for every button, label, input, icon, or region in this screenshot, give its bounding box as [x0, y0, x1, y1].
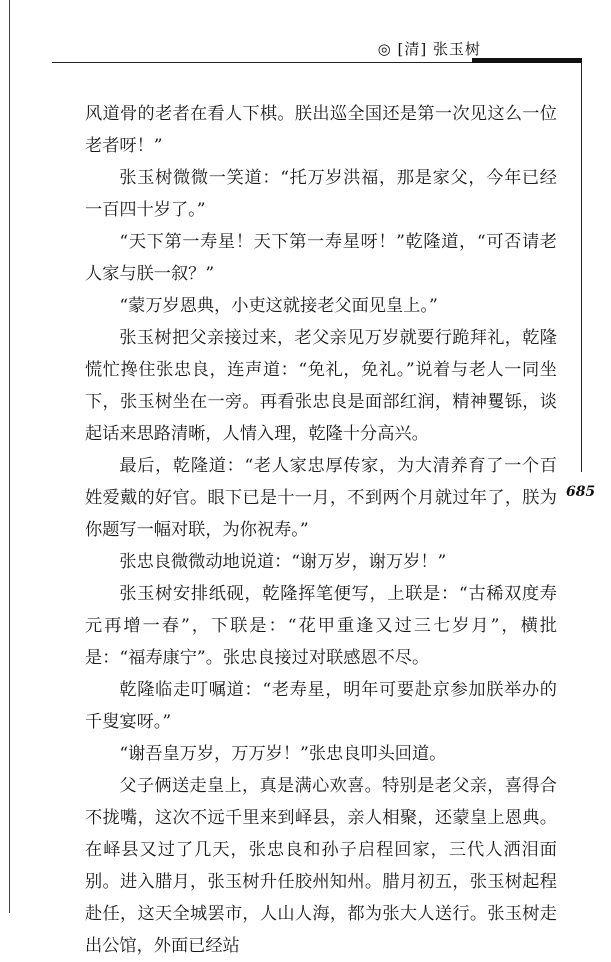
paragraph: 父子俩送走皇上，真是满心欢喜。特别是老父亲，喜得合不拢嘴，这次不远千里来到峄县，亲人相聚，还蒙皇上恩典。在峄县又过了几天，张忠良和孙子启程回家，三代人洒泪面别。进入腊月，张玉树升任胶州知州。腊月初五，张玉树起程赴任，这天全城罢市，人山人海，都为张大人送行。张玉树走出公馆，外面已经站 [85, 776, 557, 956]
side-rule [581, 62, 582, 472]
paragraph: 最后，乾隆道：“老人家忠厚传家，为大清养育了一个百姓爱戴的好官。眼下已是十一月，不到两个月就过年了，朕为你题写一幅对联，为你祝寿。” [85, 456, 557, 540]
page-left-border [9, 0, 10, 913]
paragraph: “蒙万岁恩典，小吏这就接老父面见皇上。” [119, 296, 438, 316]
page-number: 685 [566, 484, 596, 500]
running-head: ◎ [清] 张玉树 [377, 40, 481, 58]
paragraph: 风道骨的老者在看人下棋。朕出巡全国还是第一次见这么一位老者呀！” [85, 104, 557, 156]
paragraph: 张忠良微微动地说道：“谢万岁，谢万岁！” [119, 552, 447, 572]
header-rule-accent [472, 58, 582, 63]
paragraph: 乾隆临走叮嘱道：“老寿星，明年可要赴京参加朕举办的千叟宴呀。” [85, 680, 557, 732]
paragraph: “天下第一寿星！天下第一寿星呀！”乾隆道，“可否请老人家与朕一叙？” [85, 232, 557, 284]
paragraph: 张玉树把父亲接过来，老父亲见万岁就要行跪拜礼，乾隆慌忙搀住张忠良，连声道：“免礼，免礼。”说着与老人一同坐下，张玉树坐在一旁。再看张忠良是面部红润，精神矍铄，谈起话来思路清晰，人情入理，乾隆十分高兴。 [85, 328, 557, 444]
paragraph: 张玉树微微一笑道：“托万岁洪福，那是家父，今年已经一百四十岁了。” [85, 168, 557, 220]
paragraph: “谢吾皇万岁，万万岁！”张忠良叩头回道。 [119, 744, 447, 764]
paragraph: 张玉树安排纸砚，乾隆挥笔便写，上联是：“古稀双度寿元再增一春”，下联是：“花甲重逢又过三七岁月”，横批是：“福寿康宁”。张忠良接过对联感恩不尽。 [85, 584, 557, 668]
body-text [85, 98, 557, 962]
